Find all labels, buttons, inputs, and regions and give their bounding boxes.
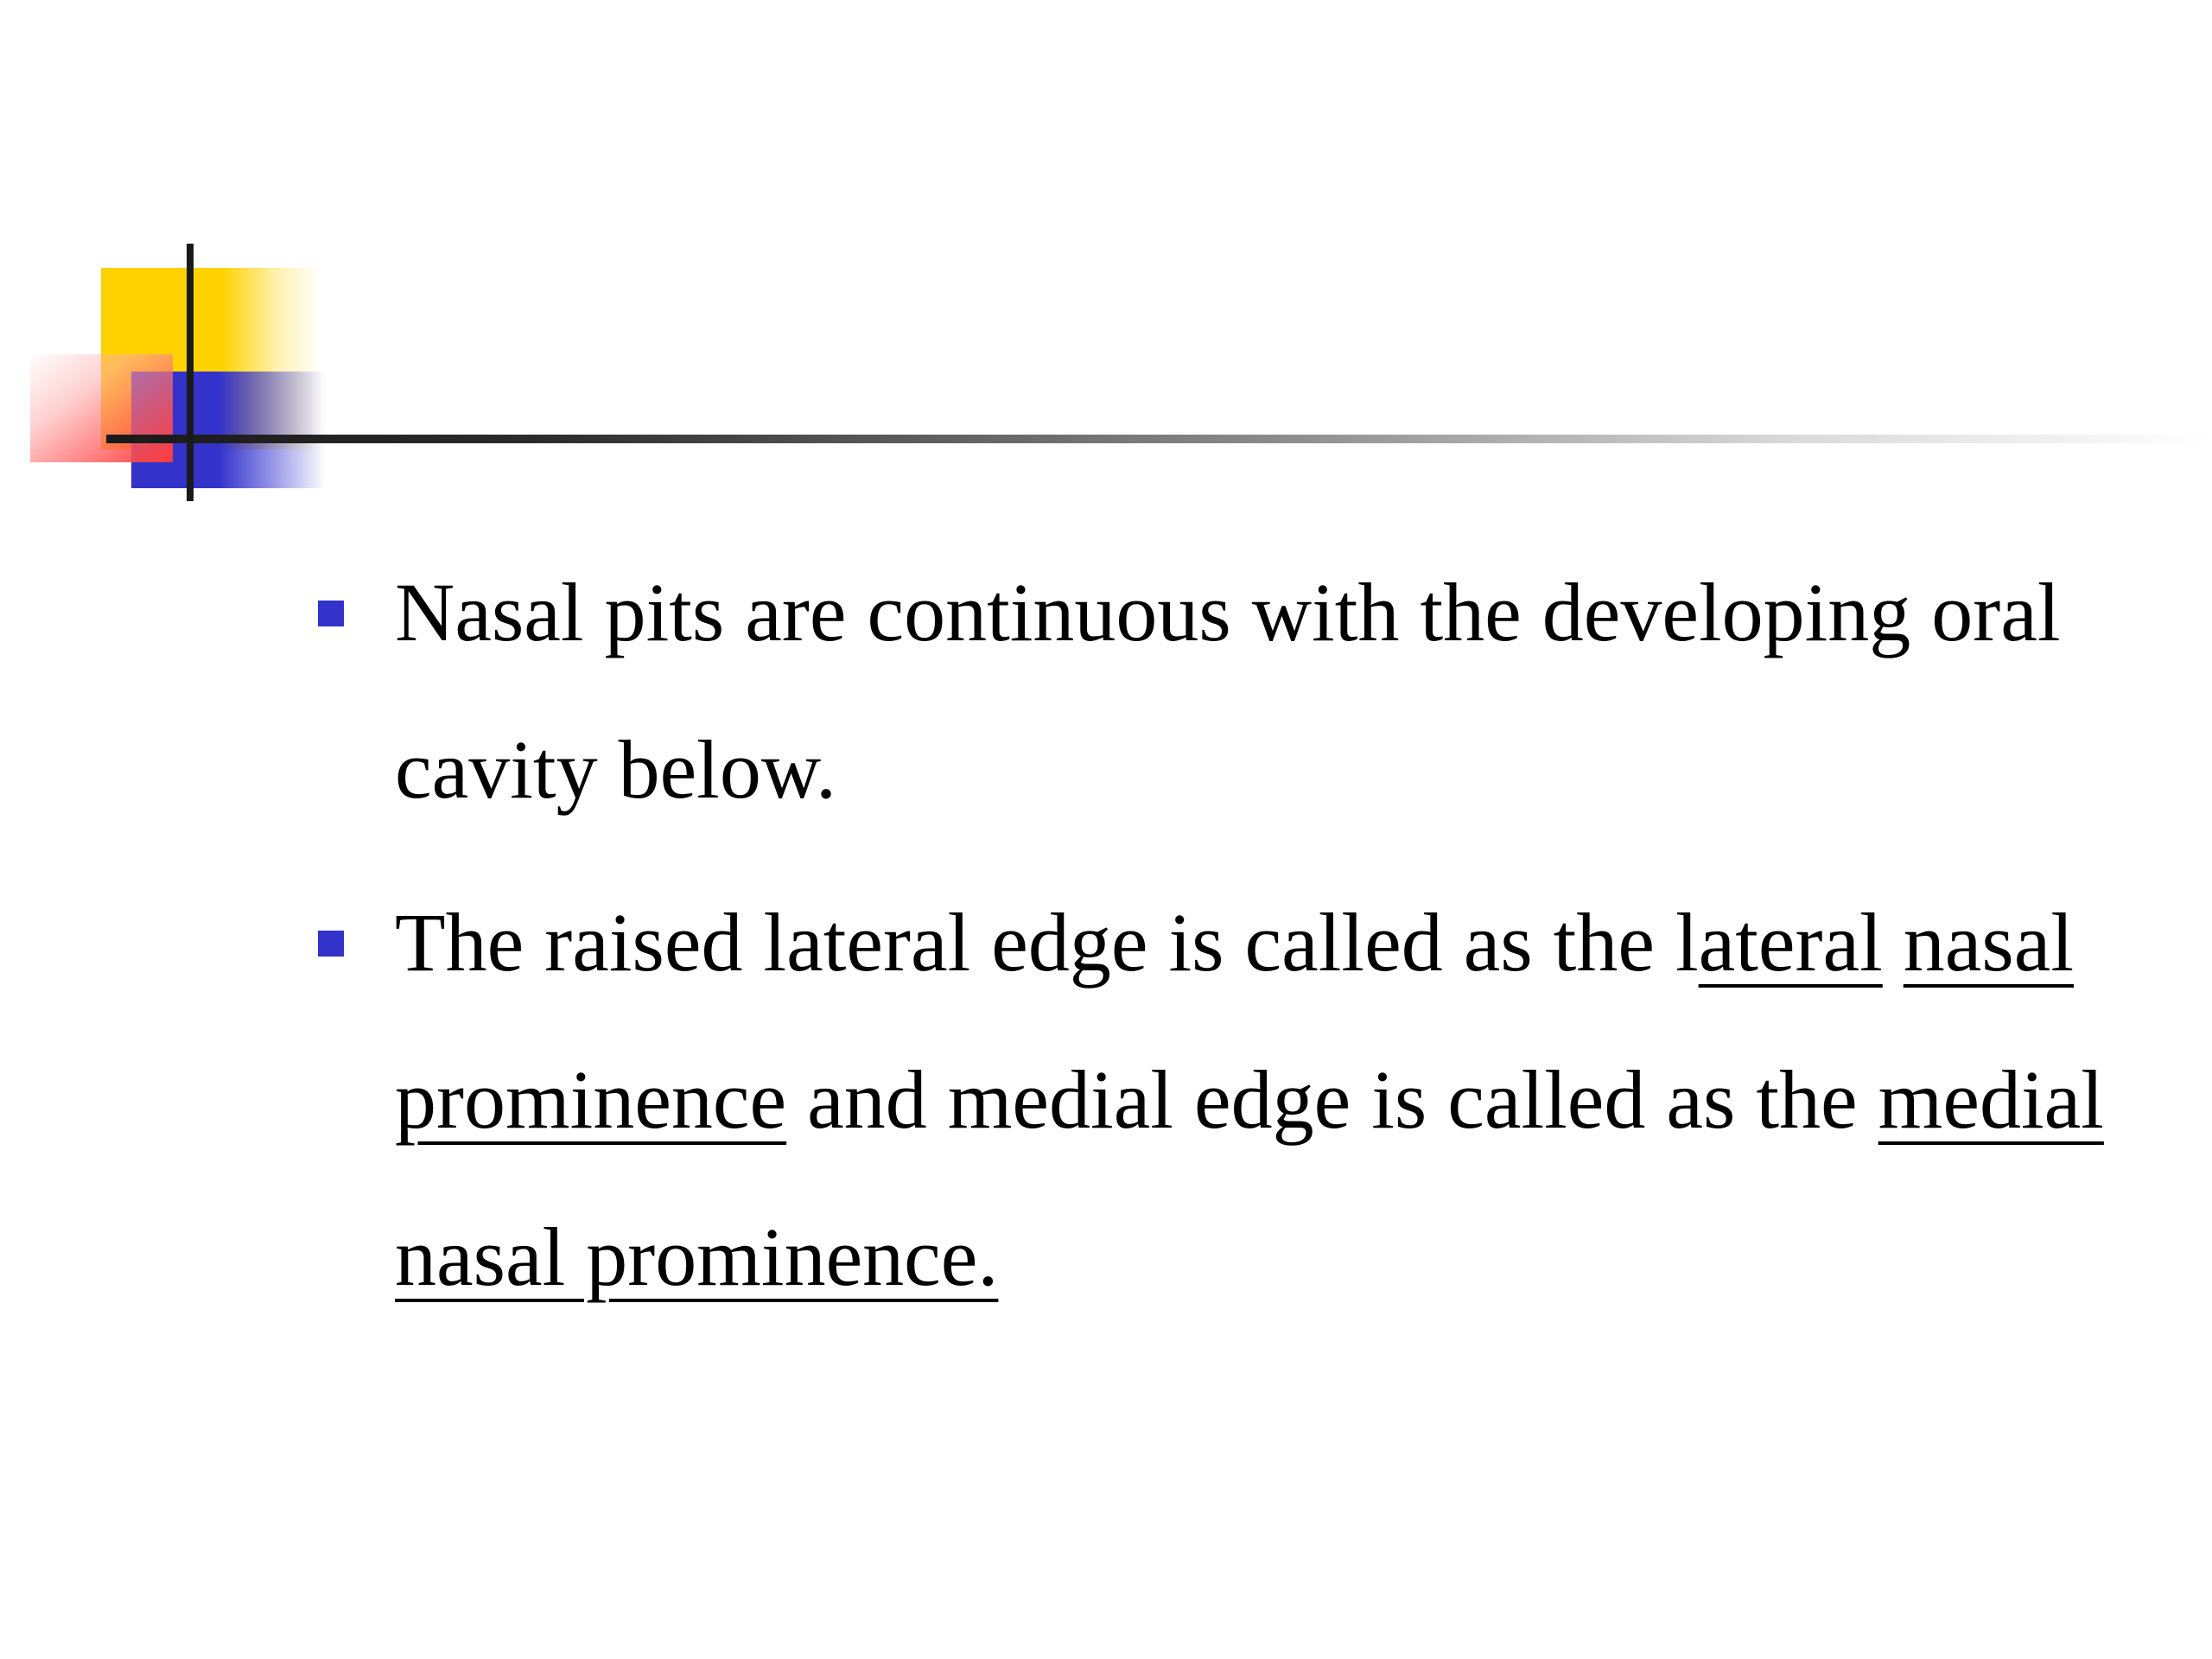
square-bullet-icon [318,931,344,957]
square-bullet-icon [318,601,344,626]
bullet-item-raised-edge [311,864,2169,1336]
vertical-rule [187,244,194,501]
bullet-text: Nasal pits are continuous with the developing oral cavity below. [395,566,2061,816]
red-square-decoration [30,354,173,462]
bullet-text-segment: The raised lateral edge is called as the l [395,896,1699,988]
title-ornament [0,0,2212,536]
underlined-term-nasal-prominence: nasal prominence [395,896,2075,1146]
horizontal-rule [106,435,2212,443]
bullet-text-segment: and medial edge is called as the [786,1053,1878,1146]
underlined-term-lateral: ateral [1698,896,1883,988]
underlined-term-medial-nasal-prominence: medial nasal prominence. [395,1053,2104,1303]
bullet-text-segment [1883,896,1904,988]
bullet-list [311,534,2169,1351]
bullet-item-nasal-pits [311,534,2169,849]
